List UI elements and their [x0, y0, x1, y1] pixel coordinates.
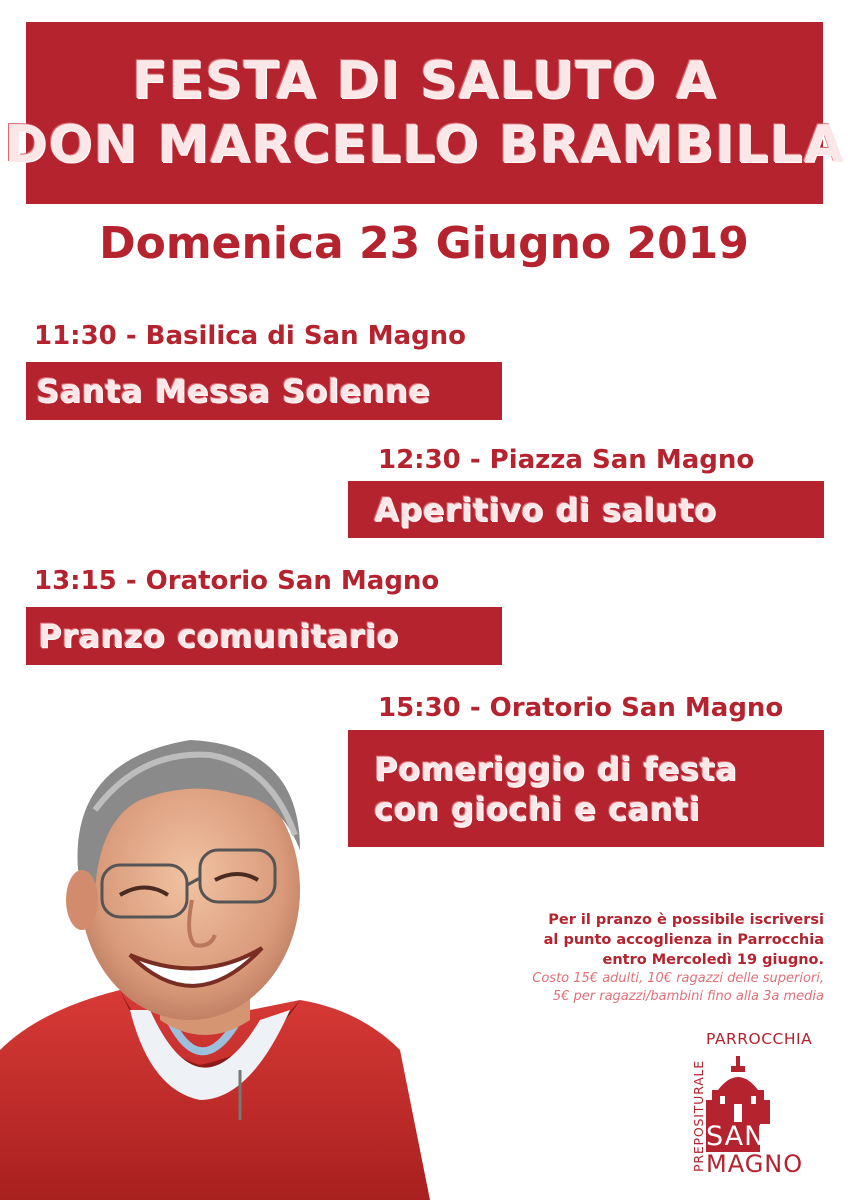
event-2-title: Aperitivo di saluto	[374, 490, 717, 529]
event-1-bar	[26, 362, 502, 420]
event-1-time-place: 11:30 - Basilica di San Magno	[34, 321, 467, 351]
event-4-title-line1: Pomeriggio di festa	[374, 749, 738, 788]
portrait-photo	[0, 720, 430, 1200]
logo-prepositurale-text: PREPOSITURALE	[691, 1060, 706, 1172]
lunch-info	[464, 910, 824, 1006]
lunch-info-line3: entro Mercoledì 19 giugno.	[602, 952, 824, 968]
event-3-time-place: 13:15 - Oratorio San Magno	[34, 566, 440, 596]
logo-parrocchia-text: PARROCCHIA	[706, 1030, 813, 1048]
event-4-time-place: 15:30 - Oratorio San Magno	[378, 693, 784, 723]
parish-logo	[684, 1030, 824, 1180]
event-1-title: Santa Messa Solenne	[36, 372, 431, 410]
event-3-bar	[26, 607, 502, 665]
lunch-cost-line1: Costo 15€ adulti, 10€ ragazzi delle superiori,	[532, 971, 824, 986]
lunch-info-line1: Per il pranzo è possibile iscriversi	[548, 912, 824, 928]
event-2-bar	[348, 481, 824, 538]
logo-magno-text: MAGNO	[706, 1150, 804, 1178]
event-4-title-line2: con giochi e canti	[374, 789, 701, 828]
event-2-time-place: 12:30 - Piazza San Magno	[378, 445, 755, 475]
header-title-line2: DON MARCELLO BRAMBILLA	[4, 115, 845, 175]
header-banner	[4, 22, 845, 204]
lunch-cost-line2: 5€ per ragazzi/bambini fino alla 3a media	[552, 989, 824, 1004]
event-3-title: Pranzo comunitario	[38, 617, 399, 655]
church-icon	[706, 1056, 770, 1124]
header-title-line1: FESTA DI SALUTO A	[131, 51, 718, 111]
lunch-info-line2: al punto accoglienza in Parrocchia	[543, 932, 824, 948]
event-date: Domenica 23 Giugno 2019	[99, 218, 749, 269]
logo-san-text: SAN	[706, 1121, 766, 1152]
